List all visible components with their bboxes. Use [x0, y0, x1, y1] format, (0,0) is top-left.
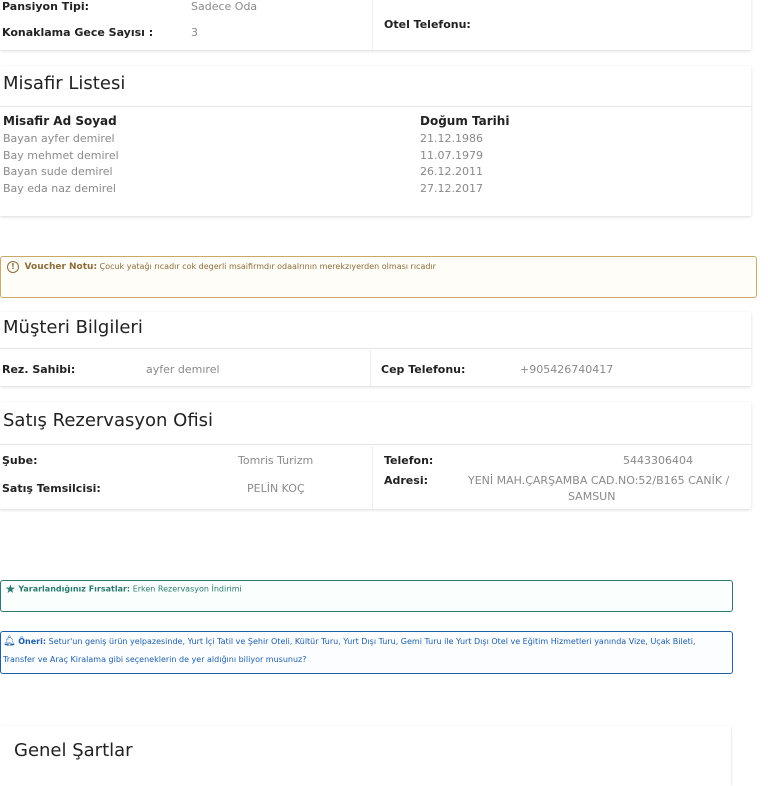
- guest-birth-header: Doğum Tarihi: [420, 114, 510, 128]
- general-terms-title: Genel Şartlar: [14, 740, 133, 761]
- title-divider: [0, 106, 751, 107]
- column-divider: [372, 0, 373, 50]
- board-type-label: Pansiyon Tipi:: [2, 0, 90, 13]
- suggestion-alert: [0, 631, 733, 674]
- general-terms-card: [0, 726, 731, 786]
- guest-birth: 26.12.2011: [420, 165, 483, 178]
- office-address-label: Adresi:: [384, 474, 428, 487]
- guest-list-card: [0, 66, 751, 216]
- nights-value: 3: [191, 26, 198, 39]
- title-divider: [0, 444, 751, 445]
- guest-name: Bayan sude demirel: [3, 165, 113, 178]
- opportunities-text: Erken Rezervasyon İndirimi: [132, 584, 242, 594]
- voucher-note-label: Voucher Notu:: [24, 262, 98, 272]
- suggestion-label: Öneri:: [18, 637, 47, 646]
- star-icon: ★: [5, 582, 16, 596]
- sales-rep-label: Satış Temsilcisi:: [2, 482, 101, 495]
- hotel-phone-label: Otel Telefonu:: [384, 18, 471, 31]
- opportunities-label: Yararlandığınız Fırsatlar:: [18, 584, 131, 594]
- column-divider: [370, 350, 371, 386]
- nights-label: Konaklama Gece Sayısı :: [2, 26, 154, 39]
- mobile-phone-value: +905426740417: [520, 363, 614, 376]
- customer-info-card: [0, 312, 751, 386]
- branch-value: Tomris Turizm: [238, 454, 314, 467]
- guest-birth: 21.12.1986: [420, 132, 483, 145]
- voucher-note-alert: [0, 256, 757, 298]
- opportunities-alert: [0, 580, 733, 612]
- guest-name: Bay mehmet demirel: [3, 149, 119, 162]
- sales-rep-value: PELİN KOÇ: [247, 482, 305, 495]
- suggestion-line-1: [3, 632, 730, 652]
- guest-birth: 27.12.2017: [420, 182, 483, 195]
- bell-icon: 🔔︎: [3, 636, 16, 647]
- guest-list-title: Misafir Listesi: [3, 73, 126, 94]
- board-type-value: Sadece Oda: [191, 0, 258, 13]
- voucher-note-text: Çocuk yatağı rıcadır cok degerli msaifirmdır odaalrının merekzıyerden olması rıcadır: [99, 262, 436, 271]
- column-divider: [372, 446, 373, 509]
- suggestion-text-2: Transfer ve Araç Kiralama gibi seçeneklerin de yer aldığını biliyor musunuz?: [3, 655, 307, 664]
- guest-name: Bayan ayfer demirel: [3, 132, 115, 145]
- guest-birth: 11.07.1979: [420, 149, 483, 162]
- hotel-info-card: [0, 0, 751, 50]
- info-circle-icon: !: [7, 261, 19, 273]
- office-phone-label: Telefon:: [384, 454, 434, 467]
- office-address-line1: YENİ MAH.ÇARŞAMBA CAD.NO:52/B165 CANİK /: [468, 474, 730, 487]
- mobile-phone-label: Cep Telefonu:: [381, 363, 466, 376]
- customer-info-title: Müşteri Bilgileri: [3, 317, 143, 338]
- branch-label: Şube:: [2, 454, 38, 467]
- sales-office-title: Satış Rezervasyon Ofisi: [3, 410, 214, 431]
- office-phone-value: 5443306404: [623, 454, 693, 467]
- sales-office-card: [0, 402, 751, 509]
- reservation-holder-label: Rez. Sahibi:: [2, 363, 76, 376]
- guest-name-header: Misafir Ad Soyad: [3, 114, 117, 128]
- reservation-holder-value: ayfer demırel: [146, 363, 220, 376]
- office-address-line2: SAMSUN: [568, 490, 616, 503]
- title-divider: [0, 348, 751, 349]
- guest-name: Bay eda naz demirel: [3, 182, 116, 195]
- suggestion-text-1: Setur'un geniş ürün yelpazesinde, Yurt İçi Tatil ve Şehir Oteli, Kültür Turu, Yurt Dışı Turu, Gemi Turu ile Yurt Dışı Otel ve Eğitim Hizmetleri yanında Vize, Uçak Bileti,: [48, 637, 696, 646]
